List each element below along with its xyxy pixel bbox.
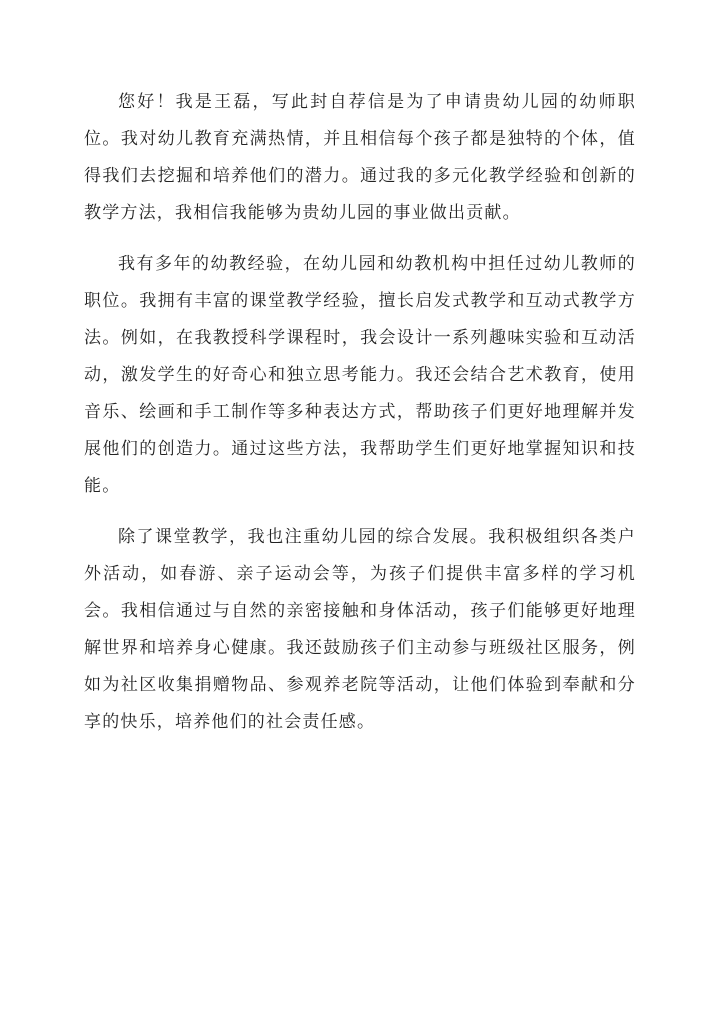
paragraph-intro: 您好！我是王磊，写此封自荐信是为了申请贵幼儿园的幼师职位。我对幼儿教育充满热情，并且相信每个孩子都是独特的个体，值得我们去挖掘和培养他们的潜力。通过我的多元化教学经验和创新的教学方法，我相信我能够为贵幼儿园的事业做出贡献。 [84,92,636,223]
paragraph-development: 除了课堂教学，我也注重幼儿园的综合发展。我积极组织各类户外活动，如春游、亲子运动会等，为孩子们提供丰富多样的学习机会。我相信通过与自然的亲密接触和身体活动，孩子们能够更好地理解世界和培养身心健康。我还鼓励孩子们主动参与班级社区服务，例如为社区收集捐赠物品、参观养老院等活动，让他们体验到奉献和分享的快乐，培养他们的社会责任感。 [84,527,636,732]
letter-body [84,84,636,755]
paragraph-experience: 我有多年的幼教经验，在幼儿园和幼教机构中担任过幼儿教师的职位。我拥有丰富的课堂教学经验，擅长启发式教学和互动式教学方法。例如，在我教授科学课程时，我会设计一系列趣味实验和互动活动，激发学生的好奇心和独立思考能力。我还会结合艺术教育，使用音乐、绘画和手工制作等多种表达方式，帮助孩子们更好地理解并发展他们的创造力。通过这些方法，我帮助学生们更好地掌握知识和技能。 [84,254,636,496]
